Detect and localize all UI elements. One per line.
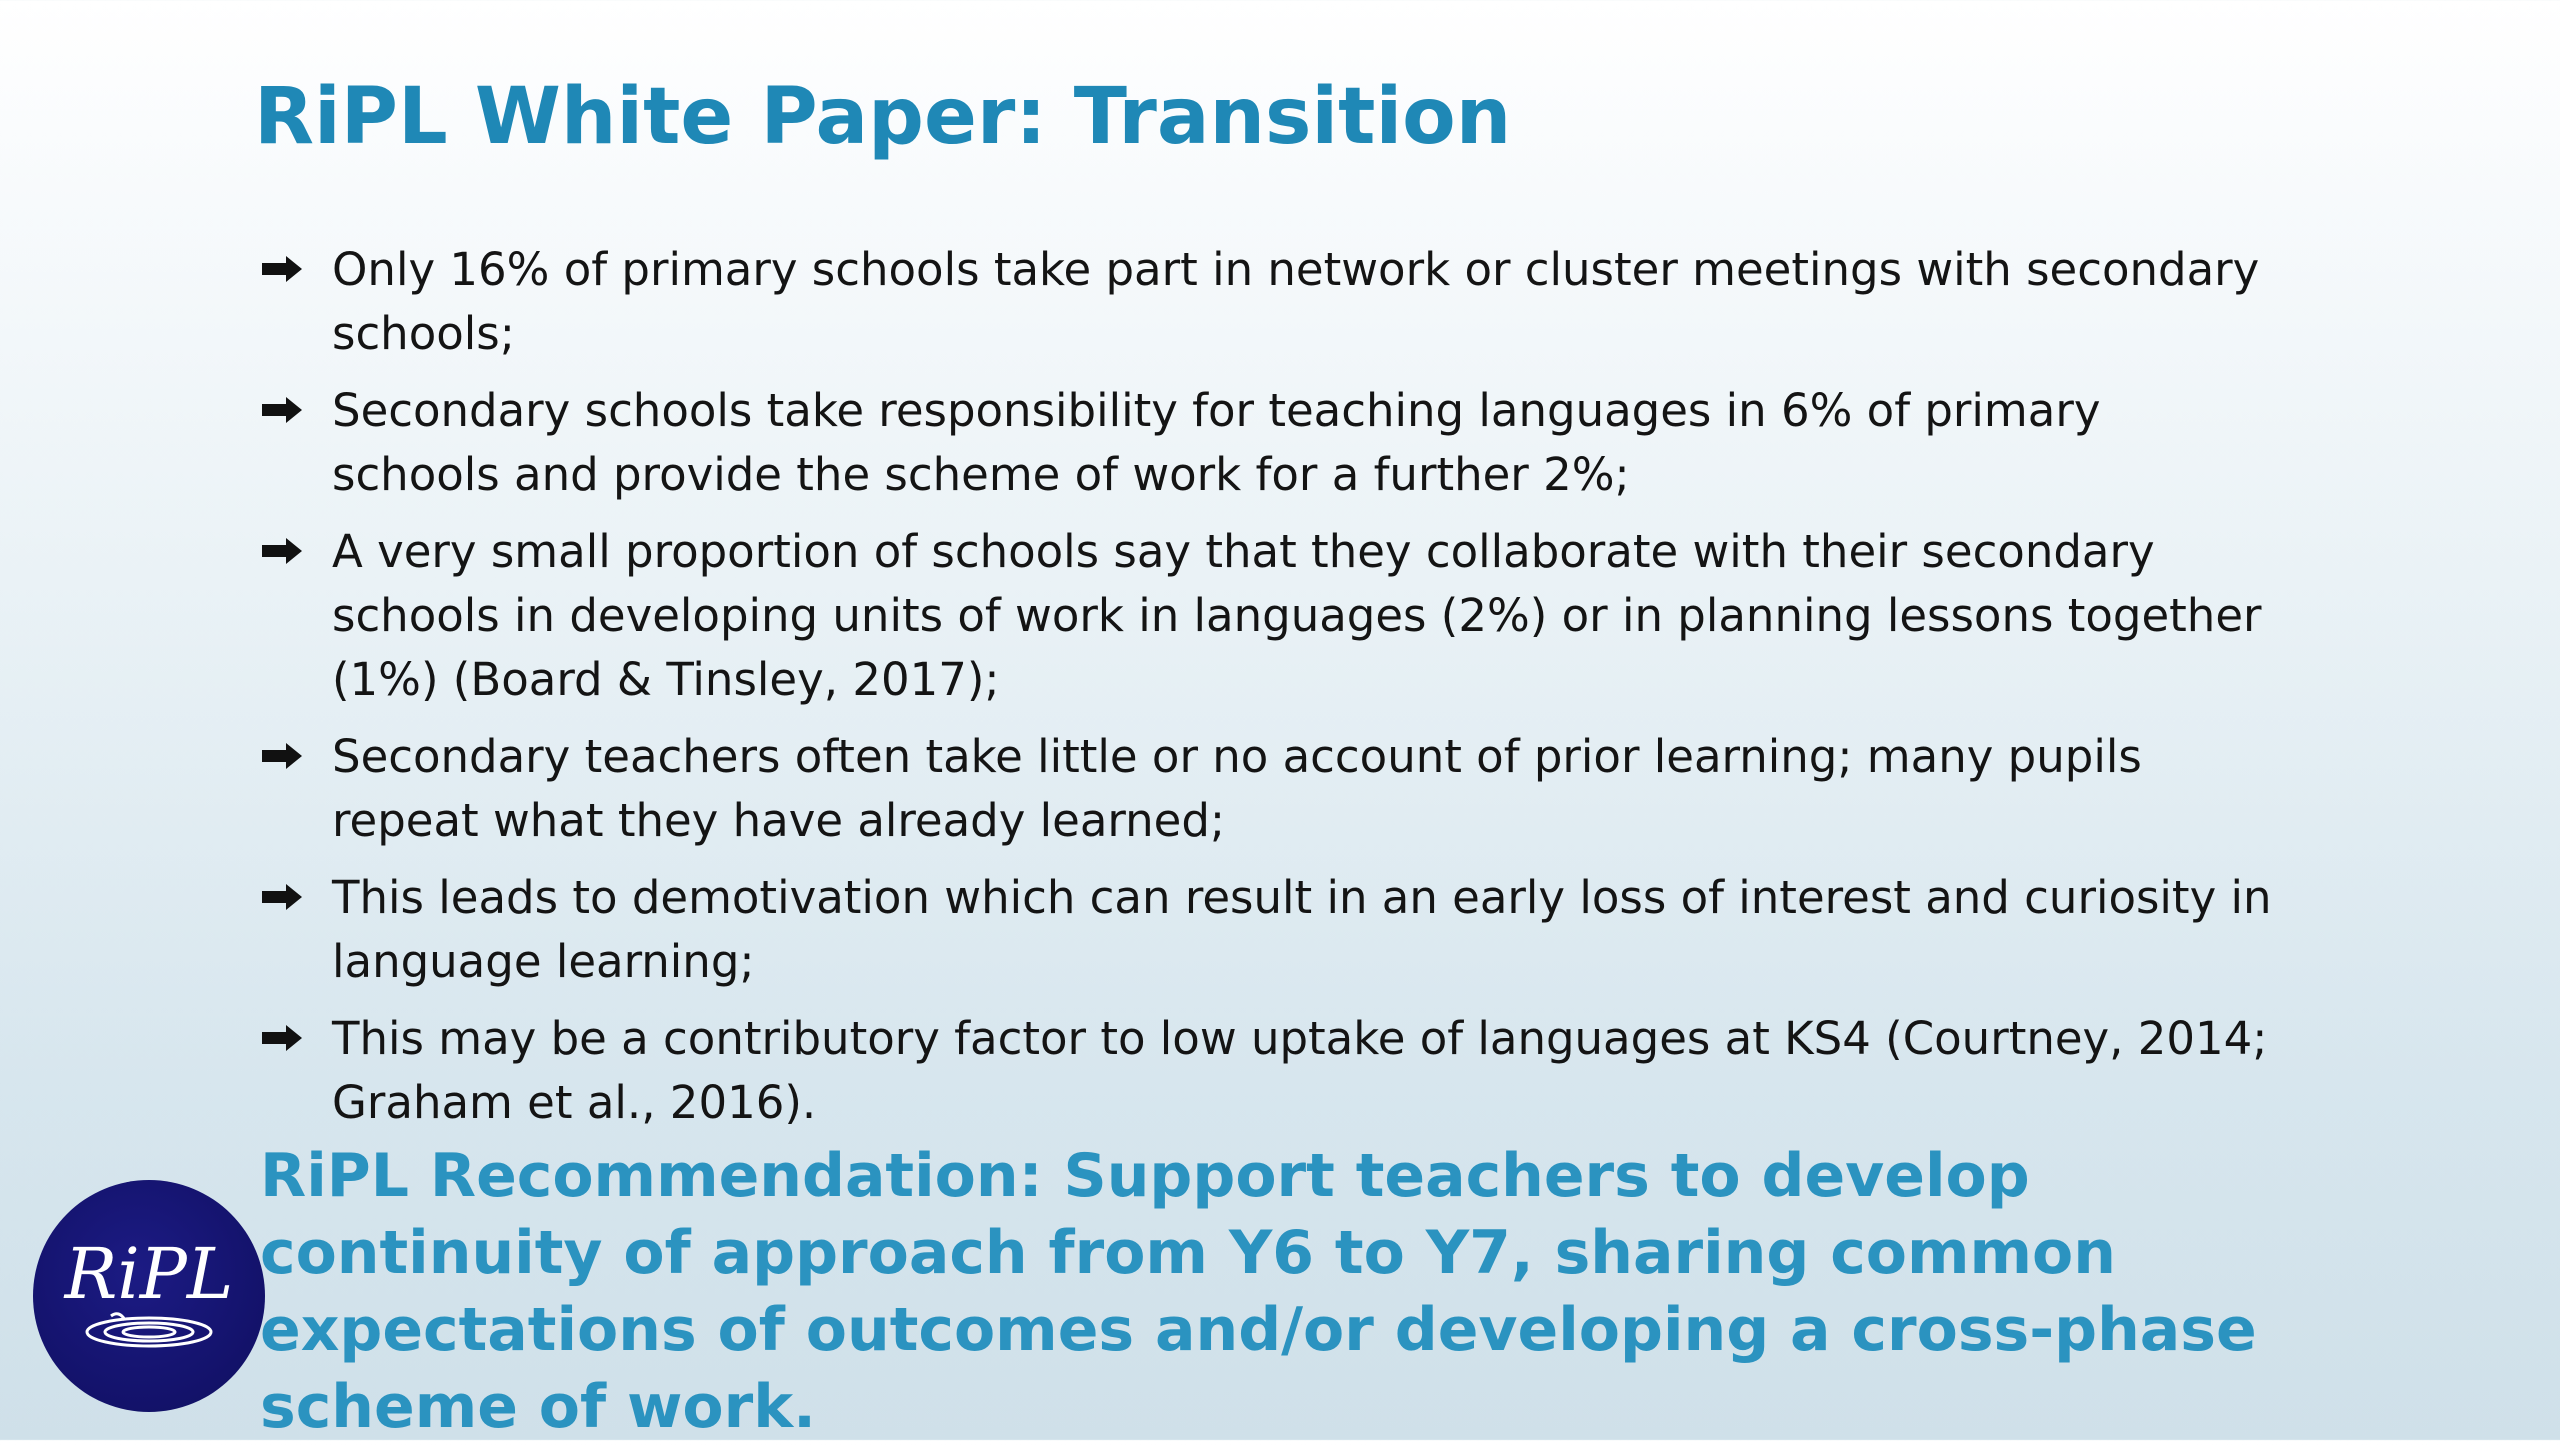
recommendation-text: RiPL Recommendation: Support teachers to develop continuity of approach from Y6 to Y7, sharing common expectations of outcomes and/or developing a cross-phase scheme of work. [260, 1141, 2257, 1442]
logo-text: RiPL [64, 1233, 234, 1315]
bullet-text: This may be a contributory factor to low uptake of languages at KS4 (Courtney, 2014; Graham et al., 2016). [332, 1012, 2268, 1129]
ripl-logo-icon [33, 1180, 265, 1412]
slide-title: RiPL White Paper: Transition [254, 72, 1512, 162]
bullet-text: Secondary schools take responsibility for teaching languages in 6% of primary schools and provide the scheme of work for a further 2%; [332, 384, 2101, 501]
bullet-text: Only 16% of primary schools take part in network or cluster meetings with secondary schools; [332, 243, 2260, 360]
bullet-item [258, 520, 2278, 712]
bullet-text: This leads to demotivation which can result in an early loss of interest and curiosity in language learning; [332, 871, 2272, 988]
ripl-logo [33, 1180, 265, 1412]
bullet-text: A very small proportion of schools say that they collaborate with their secondary schools in developing units of work in languages (2%) or in planning lessons together (1%) (Board & Tinsley, 2017); [332, 525, 2262, 706]
bullet-list [258, 238, 2278, 1148]
bullet-text: Secondary teachers often take little or no account of prior learning; many pupils repeat what they have already learned; [332, 730, 2142, 847]
bullet-item [258, 238, 2278, 366]
bullet-item [258, 1007, 2278, 1135]
arrow-bullet-icon [262, 256, 302, 282]
arrow-bullet-icon [262, 884, 302, 910]
bullet-item [258, 725, 2278, 853]
bullet-item [258, 379, 2278, 507]
arrow-bullet-icon [262, 538, 302, 564]
arrow-bullet-icon [262, 1025, 302, 1051]
bullet-item [258, 866, 2278, 994]
arrow-bullet-icon [262, 397, 302, 423]
arrow-bullet-icon [262, 743, 302, 769]
